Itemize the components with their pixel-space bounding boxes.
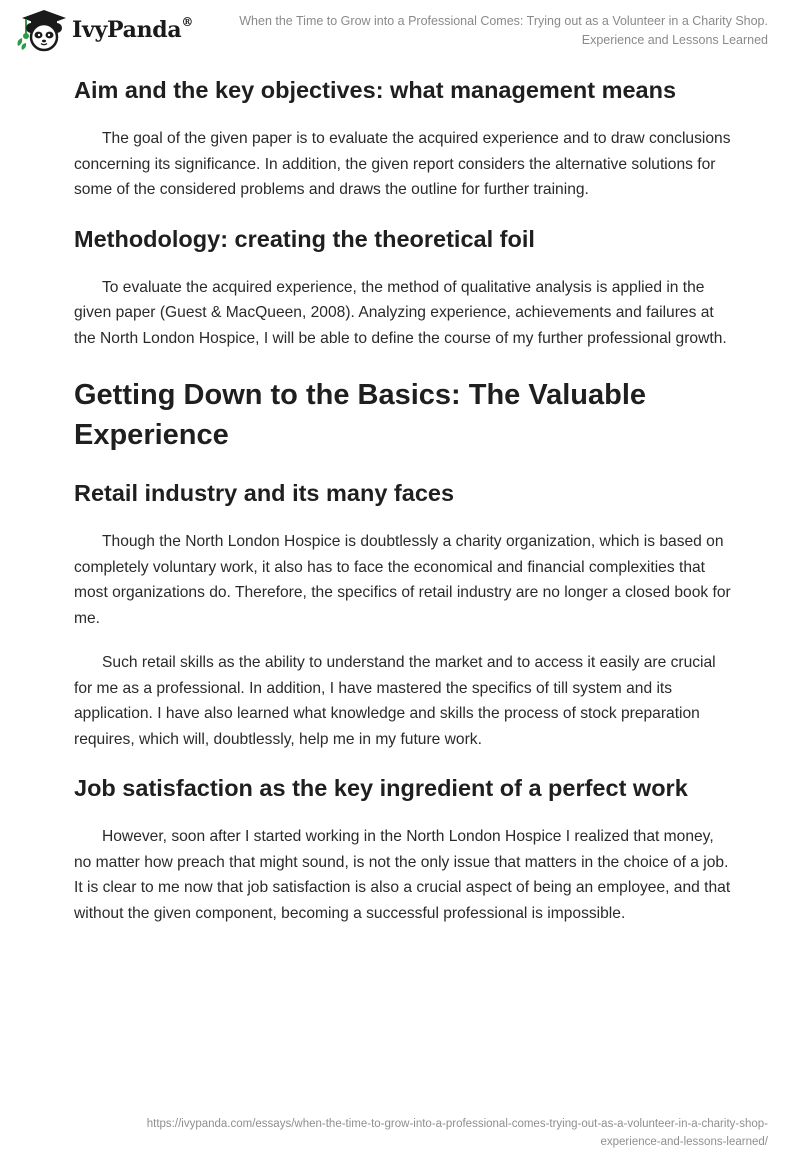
paragraph-aim: The goal of the given paper is to evaluate the acquired experience and to draw conclusions concerning its significance. In addition, the given report considers the alternative solutions for some of the considered problems and draws the outline for further training. [74, 130, 731, 198]
section-heading-methodology: Methodology: creating the theoretical foil [74, 225, 535, 252]
ivypanda-logo[interactable] [14, 8, 193, 52]
document-title-line-1: When the Time to Grow into a Professional Comes: Trying out as a Volunteer in a Charity Shop. [239, 14, 768, 28]
paragraph-satisfaction: However, soon after I started working in the North London Hospice I realized that money, no matter how preach that might sound, is not the only issue that matters in the choice of a job. It is clear to me now that job satisfaction is also a crucial aspect of being an employee, and that without the given component, becoming a successful professional is impossible. [74, 828, 731, 922]
logo-text: IvyPanda® [72, 15, 194, 43]
source-url-line-2: experience-and-lessons-learned/ [600, 1136, 768, 1148]
paragraph-methodology: To evaluate the acquired experience, the method of qualitative analysis is applied in the given paper (Guest & MacQueen, 2008). Analyzing experience, achievements and failures at the North London Hospice, I will be able to define the course of my further professional growth. [74, 278, 727, 347]
source-url[interactable] [68, 1115, 768, 1151]
chapter-heading-basics: Getting Down to the Basics: The Valuable Experience [74, 379, 647, 451]
paragraph-retail-1: Though the North London Hospice is doubtlessly a charity organization, which is based on completely voluntary work, it also has to face the economical and financial complexities that most organizations do. Therefore, the specifics of retail industry are no longer a closed book for me. [74, 533, 731, 627]
section-heading-satisfaction: Job satisfaction as the key ingredient of a perfect work [74, 775, 688, 801]
section-heading-aim: Aim and the key objectives: what management means [74, 77, 677, 103]
paragraph-retail-2: Such retail skills as the ability to understand the market and to access it easily are crucial for me as a professional. In addition, I have mastered the specifics of till system and its application. I have also learned what knowledge and skills the process of stock preparation requires, which will, doubtlessly, help me in my future work. [74, 654, 716, 748]
document-title-line-2: Experience and Lessons Learned [581, 33, 768, 47]
essay-content [74, 70, 734, 926]
document-title [208, 12, 768, 50]
page-header [0, 0, 800, 60]
section-heading-retail: Retail industry and its many faces [74, 480, 455, 506]
source-url-line-1: https://ivypanda.com/essays/when-the-time-to-grow-into-a-professional-comes-trying-out-as-a-volunteer-in-a-charity-shop- [146, 1118, 768, 1130]
panda-graduate-icon [14, 8, 66, 52]
